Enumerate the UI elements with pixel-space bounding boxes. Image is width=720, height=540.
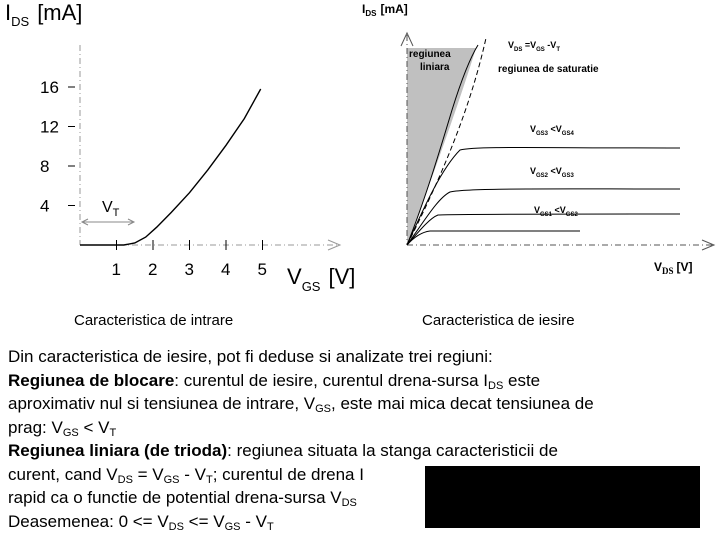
input-characteristic-chart — [0, 0, 370, 305]
y-tick-label: 4 — [40, 196, 50, 216]
text-line-8: Deasemenea: $0 <= V_{DS} <= V_{GS} - V_T$ — [8, 511, 274, 533]
x-tick-label: 2 — [148, 260, 158, 279]
y-tick-label: 12 — [40, 117, 59, 137]
blocare-title: Regiunea de blocare — [8, 370, 175, 390]
output-characteristic-chart — [362, 0, 720, 290]
redaction-box — [425, 466, 700, 528]
output-curve-vgs1 — [407, 214, 680, 245]
output-curve-vgs3 — [407, 148, 680, 246]
y-tick-label: 16 — [40, 78, 59, 97]
y-axis-label-right: $I_{DS}$ [mA] — [362, 2, 408, 18]
liniara-title: Regiunea liniara (de trioda) — [8, 441, 228, 460]
text-line-6: curent, cand $V_{DS} = V_{GS} - V_T$; curentul de drena I — [8, 464, 364, 486]
x-axis-label-right: $V_{DS}$ [V] — [654, 260, 693, 276]
y-axis-label: $I_{DS}$ [mA] — [5, 0, 83, 29]
x-axis-label: $V_{GS}$ [V] — [287, 264, 356, 294]
text-line-4: prag: $V_{GS} < V_T$ — [8, 417, 117, 439]
curve-label-vgs2: $V_{GS2} <V_{GS3}$ — [530, 166, 574, 179]
curve-label-vgs3: $V_{GS3} <V_{GS4}$ — [530, 124, 574, 137]
text-line-liniara: Regiunea liniara (de trioda): regiunea situata la stanga caracteristicii de — [8, 441, 558, 460]
linear-region-label-line1: regiunea — [409, 49, 451, 60]
y-tick-label: 8 — [40, 157, 50, 176]
x-tick-label: 1 — [111, 260, 121, 279]
input-characteristic-caption: Caracteristica de intrare — [74, 312, 234, 329]
text-line-7: rapid ca o functie de potential drena-sursa $V_{DS}$ — [8, 488, 357, 509]
text-line-blocare: Regiunea de blocare: curentul de iesire, curentul drena-sursa $I_{DS}$ este — [8, 370, 541, 392]
output-characteristic-caption: Caracteristica de iesire — [422, 312, 575, 329]
text-line-intro: Din caracteristica de iesire, pot fi deduse si analizate trei regiuni: — [8, 347, 493, 366]
saturation-region-label: regiunea de saturatie — [498, 64, 599, 75]
output-curve-lowest — [407, 231, 580, 245]
vt-annotation-label: $V_T$ — [102, 199, 120, 219]
x-tick-label: 5 — [257, 260, 267, 279]
linear-region-label-line2: liniara — [420, 62, 450, 73]
x-tick-label: 4 — [221, 260, 231, 279]
text-line-3: aproximativ nul si tensiunea de intrare, $V_{GS}$, este mai mica decat tensiunea de — [8, 394, 594, 415]
x-tick-label: 3 — [184, 260, 194, 279]
boundary-label: $V_{DS} =V_{GS}$ $-V_T$ — [508, 40, 560, 53]
linear-region-shade — [407, 48, 476, 245]
curve-label-vgs1: $V_{GS1} <V_{GS2}$ — [534, 205, 578, 218]
